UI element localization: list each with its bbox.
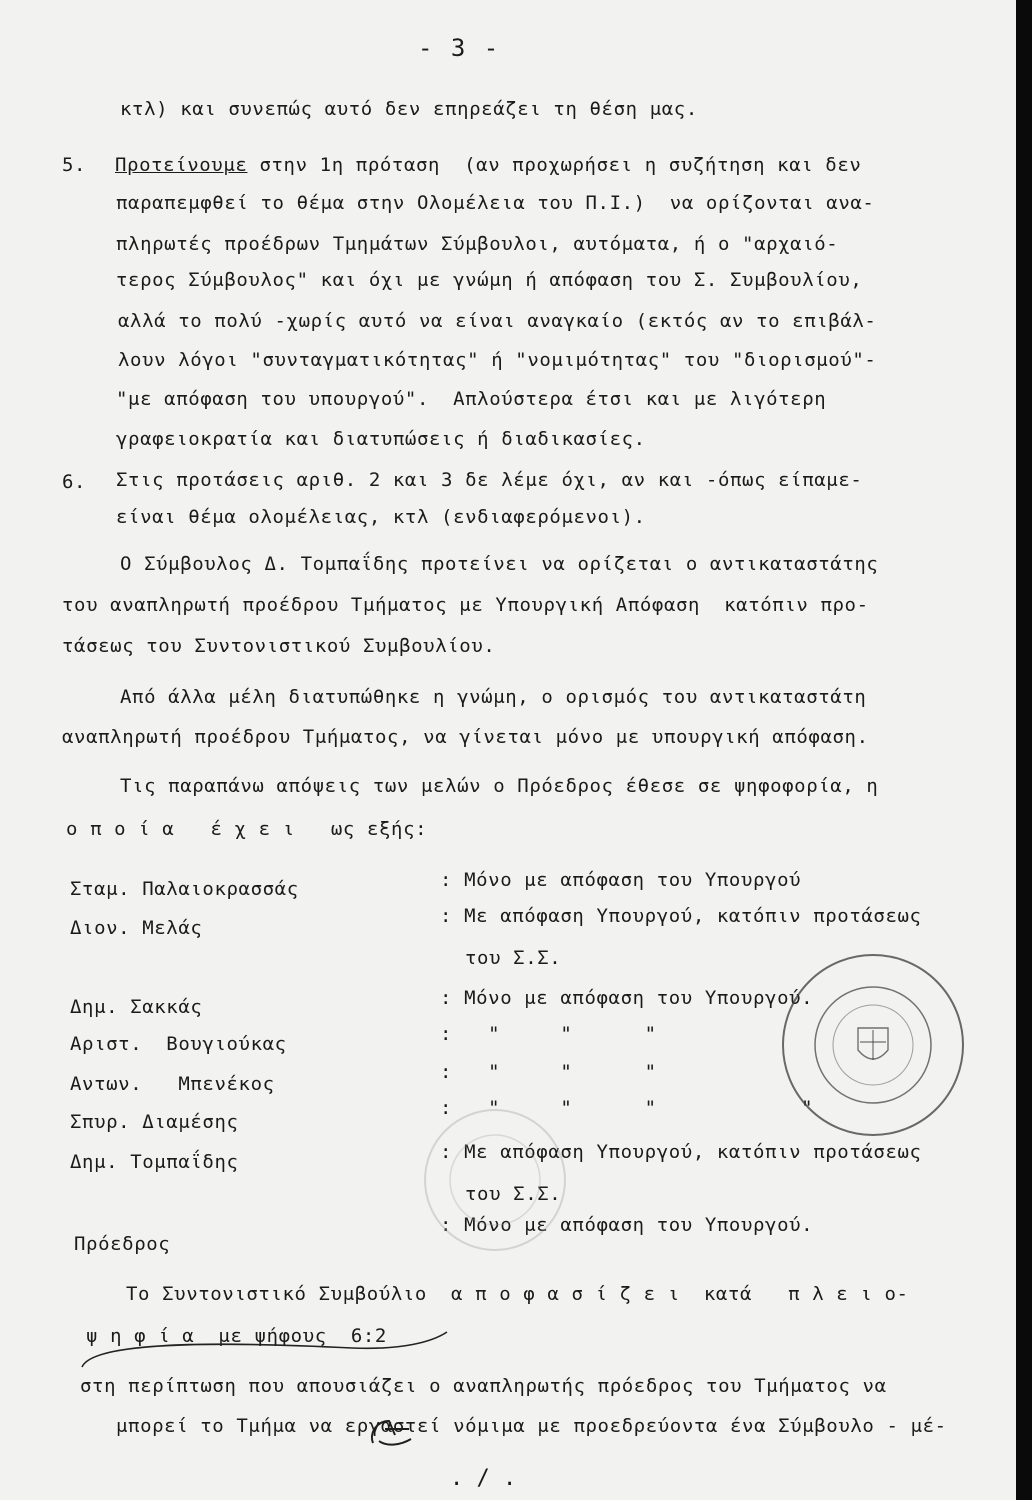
voter-vote: : " " " " bbox=[440, 1097, 814, 1119]
voter-name: Αριστ. Βουγιούκας bbox=[70, 1033, 287, 1055]
handwritten-mark bbox=[365, 1413, 415, 1451]
voter-vote: : Μόνο με απόφαση του Υπουργού. bbox=[440, 987, 814, 1009]
voter-vote: : " " " bbox=[440, 1023, 657, 1045]
voter-vote-cont: του Σ.Σ. bbox=[465, 947, 562, 969]
text-line: Τις παραπάνω απόψεις των μελών ο Πρόεδρος έθεσε σε ψηφοφορία, η bbox=[120, 775, 879, 797]
item-number: 5. bbox=[62, 154, 87, 176]
page-number: - 3 - bbox=[418, 34, 501, 62]
voter-name: Πρόεδρος bbox=[74, 1233, 171, 1255]
item-number: 6. bbox=[62, 471, 87, 493]
voter-name: Αντων. Μπενέκος bbox=[70, 1073, 275, 1095]
text-line: ο π ο ί α έ χ ε ι ως εξής: bbox=[66, 818, 428, 840]
text-line: αλλά το πολύ -χωρίς αυτό να είναι αναγκαίο (εκτός αν το επιβάλ- bbox=[118, 310, 877, 332]
handwritten-arc bbox=[72, 1322, 452, 1372]
voter-vote: : Με απόφαση Υπουργού, κατόπιν προτάσεως bbox=[440, 1141, 922, 1163]
voter-name: Διον. Μελάς bbox=[70, 917, 203, 939]
text-line: πληρωτές προέδρων Τμημάτων Σύμβουλοι, αυτόματα, ή ο "αρχαιό- bbox=[116, 233, 839, 255]
voter-name: Σταμ. Παλαιοκρασσάς bbox=[70, 878, 299, 900]
voter-name: Σπυρ. Διαμέσης bbox=[70, 1111, 239, 1133]
text-line: μπορεί το Τμήμα να εργαστεί νόμιμα με προεδρεύοντα ένα Σύμβουλο - μέ- bbox=[116, 1415, 947, 1437]
text-line: Ο Σύμβουλος Δ. Τομπαΐδης προτείνει να ορίζεται ο αντικαταστάτης bbox=[120, 553, 879, 575]
text-line: του αναπληρωτή προέδρου Τμήματος με Υπουργική Απόφαση κατόπιν προ- bbox=[62, 594, 869, 616]
text-line: ψ η φ ί α με ψήφους 6:2 bbox=[86, 1325, 387, 1347]
text-line: Το Συντονιστικό Συμβούλιο α π ο φ α σ ί ζ ε ι κατά π λ ε ι ο- bbox=[126, 1283, 909, 1305]
text-line: Στις προτάσεις αριθ. 2 και 3 δε λέμε όχι, αν και -όπως είπαμε- bbox=[116, 469, 863, 491]
continuation-mark: . / . bbox=[450, 1466, 517, 1491]
official-seal bbox=[778, 950, 968, 1140]
text-fragment: στην 1η πρόταση (αν προχωρήσει η συζήτηση και δεν bbox=[247, 154, 862, 176]
text-line: τάσεως του Συντονιστικού Συμβουλίου. bbox=[62, 635, 496, 657]
text-line bbox=[115, 153, 861, 177]
voter-vote: : Με απόφαση Υπουργού, κατόπιν προτάσεως bbox=[440, 905, 922, 927]
text-line: "με απόφαση του υπουργού". Απλούστερα έτσι και με λιγότερη bbox=[116, 388, 827, 410]
voter-vote: : Μόνο με απόφαση του Υπουργού. bbox=[440, 1214, 814, 1236]
text-line: τερος Σύμβουλος" και όχι με γνώμη ή απόφαση του Σ. Συμβουλίου, bbox=[116, 269, 863, 291]
voter-name: Δημ. Σακκάς bbox=[70, 996, 203, 1018]
text-line: Από άλλα μέλη διατυπώθηκε η γνώμη, ο ορισμός του αντικαταστάτη bbox=[120, 686, 867, 708]
text-line: λουν λόγοι "συνταγματικότητας" ή "νομιμότητας" του "διορισμού"- bbox=[118, 349, 877, 371]
bleed-through-seal bbox=[420, 1105, 570, 1255]
text-line: είναι θέμα ολομέλειας, κτλ (ενδιαφερόμενοι). bbox=[116, 506, 646, 528]
voter-name: Δημ. Τομπαΐδης bbox=[70, 1151, 239, 1173]
text-line: γραφειοκρατία και διατυπώσεις ή διαδικασίες. bbox=[116, 428, 646, 450]
text-line: στη περίπτωση που απουσιάζει ο αναπληρωτής πρόεδρος του Τμήματος να bbox=[80, 1375, 887, 1397]
emphasis: Προτείνουμε bbox=[115, 154, 248, 176]
voter-vote: : " " " bbox=[440, 1061, 657, 1083]
text-line: κτλ) και συνεπώς αυτό δεν επηρεάζει τη θέση μας. bbox=[120, 98, 698, 120]
text-line: αναπληρωτή προέδρου Τμήματος, να γίνεται μόνο με υπουργική απόφαση. bbox=[62, 726, 869, 748]
voter-vote: : Μόνο με απόφαση του Υπουργού bbox=[440, 869, 802, 891]
voter-vote-cont: του Σ.Σ. bbox=[465, 1183, 562, 1205]
text-line: παραπεμφθεί το θέμα στην Ολομέλεια του Π.Ι.) να ορίζονται ανα- bbox=[116, 192, 875, 214]
scan-edge bbox=[1016, 0, 1032, 1500]
